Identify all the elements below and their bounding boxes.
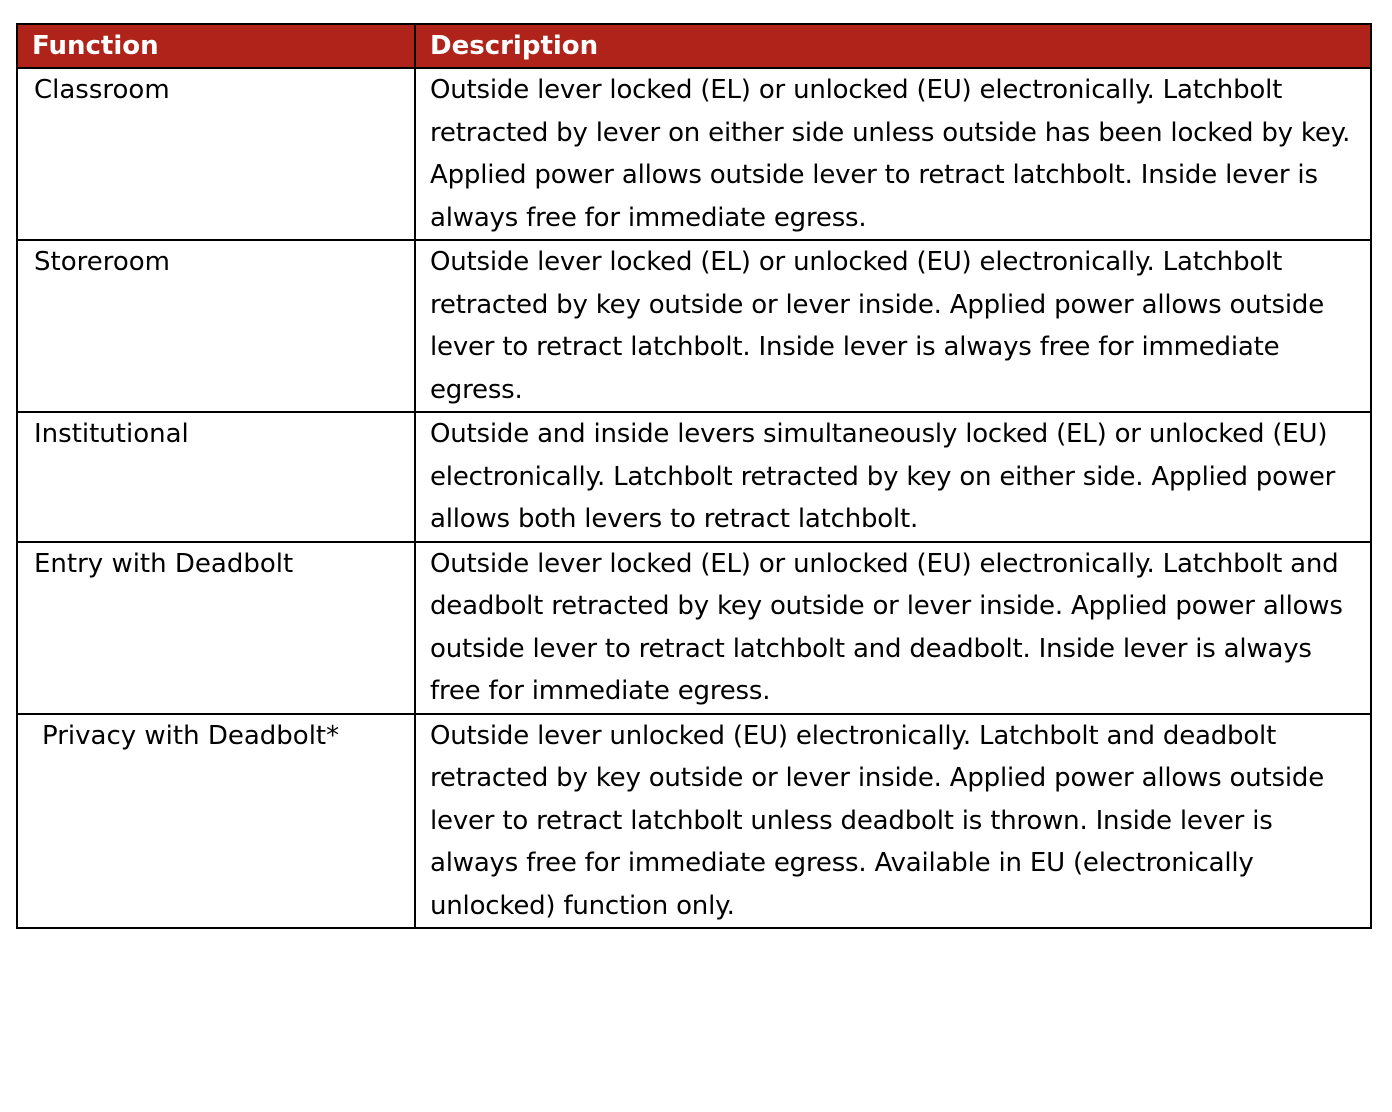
table-row-entry-with-deadbolt bbox=[17, 542, 1371, 714]
function-cell: Classroom bbox=[17, 68, 415, 240]
table-row-storeroom bbox=[17, 240, 1371, 412]
description-cell: Outside and inside levers simultaneously locked (EL) or unlocked (EU) electronically. Latchbolt retracted by key on either side. Applied power allows both levers to retract latchbolt. bbox=[415, 412, 1371, 542]
function-cell: Privacy with Deadbolt* bbox=[17, 714, 415, 929]
function-cell: Storeroom bbox=[17, 240, 415, 412]
function-cell: Entry with Deadbolt bbox=[17, 542, 415, 714]
table-row-privacy-with-deadbolt bbox=[17, 714, 1371, 929]
description-cell: Outside lever locked (EL) or unlocked (EU) electronically. Latchbolt retracted by lever on either side unless outside has been locked by key. Applied power allows outside lever to retract latchbolt. Inside lever is always free for immediate egress. bbox=[415, 68, 1371, 240]
function-description-table bbox=[16, 23, 1372, 929]
description-cell: Outside lever locked (EL) or unlocked (EU) electronically. Latchbolt retracted by key outside or lever inside. Applied power allows outside lever to retract latchbolt. Inside lever is always free for immediate egress. bbox=[415, 240, 1371, 412]
table-row-classroom bbox=[17, 68, 1371, 240]
table-header-row bbox=[17, 24, 1371, 68]
description-cell: Outside lever unlocked (EU) electronically. Latchbolt and deadbolt retracted by key outside or lever inside. Applied power allows outside lever to retract latchbolt unless deadbolt is thrown. Inside lever is always free for immediate egress. Available in EU (electronically unlocked) function only. bbox=[415, 714, 1371, 929]
column-header-description: Description bbox=[415, 24, 1371, 68]
description-cell: Outside lever locked (EL) or unlocked (EU) electronically. Latchbolt and deadbolt retracted by key outside or lever inside. Applied power allows outside lever to retract latchbolt and deadbolt. Inside lever is always free for immediate egress. bbox=[415, 542, 1371, 714]
function-cell: Institutional bbox=[17, 412, 415, 542]
table-row-institutional bbox=[17, 412, 1371, 542]
column-header-function: Function bbox=[17, 24, 415, 68]
